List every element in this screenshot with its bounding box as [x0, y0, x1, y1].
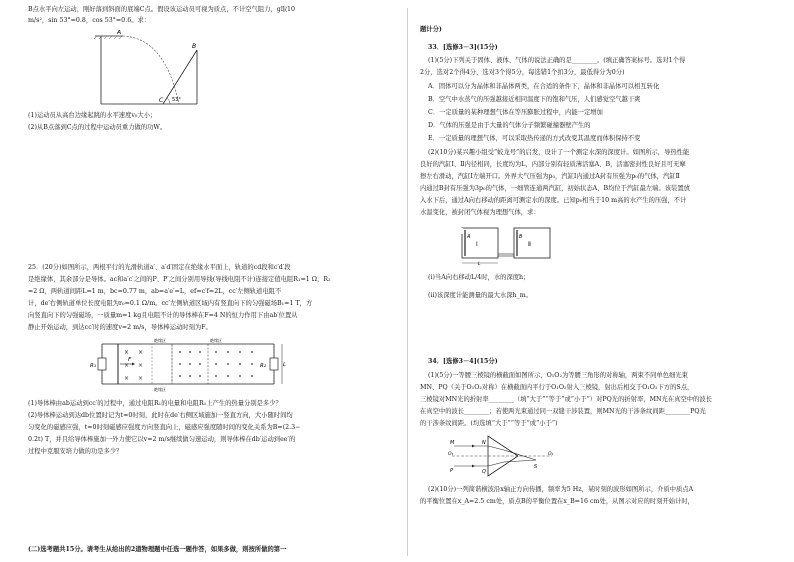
q25-sub2-line2: 匀变化的磁感应强，t=0时刻磁感应强度方向竖直向上，磁感应强度随时间的变化关系为B=(2.3−	[28, 424, 301, 431]
q25-sub2-line3: 0.2t) T，并且给导体棒施加一外力使它以v=2 m/s继续做匀速运动，则导体棒在db′运动到ee′的	[28, 436, 296, 443]
section-title-optional: (二)选考题共15分。请考生从给出的2道物理题中任选一题作答，如果多做，则按所做的第一	[28, 546, 287, 553]
q33-2-line1: (2)(10分)某兴趣小组受“蛟龙号”的启发，设计了一个测定水深的深度计。如图所示，导热性能	[428, 149, 690, 156]
q33-sub-ii: (ii)该深度计能测量的最大水深h_m。	[428, 292, 532, 299]
svg-text:×: ×	[138, 362, 144, 369]
q33-option-a: A．固体可以分为晶体和非晶体两类，在合适的条件下，晶体和非晶体可以相互转化	[428, 83, 660, 90]
q33-option-c: C．一定质量的某种理想气体在等压膨胀过程中，内能一定增加	[428, 109, 603, 116]
q24-label-b: B	[192, 43, 197, 50]
q34-label-n: N	[482, 440, 486, 446]
q24-sub2: (2)从B点落到C点的过程中运动员重力做的功W。	[28, 124, 167, 131]
q34-1-line2: MN、PQ（关于O₁O₂对称）在横截面内平行于O₁O₂射入三棱镜，射出后相交于O₁O₂下方的S点，	[420, 384, 694, 391]
q33-2-line6: 水温变化，被封闭气体视为理想气体，求：	[420, 209, 540, 216]
q25-label-insulator-top1: 绝缘区	[154, 338, 166, 343]
q25-sub2-line4: 过程中克服安培力做的功是多少？	[28, 448, 123, 455]
q25-label-l: L	[283, 362, 287, 368]
q24-sub1: (1)运动员从高台边缘起跳的水平速度v₀大小；	[28, 112, 157, 119]
column-divider	[407, 8, 408, 556]
q33-label-ii: Ⅱ	[528, 241, 531, 248]
q34-1-line3: 三棱镜对MN光的折射率________（填“大于”“等于”或“小于”）对PQ光的折射率，MN光在真空中的波长	[420, 396, 712, 403]
q25-label-r1: R₁	[90, 363, 97, 369]
q34-label-s: S	[534, 464, 538, 470]
q25-label-f: F	[128, 357, 132, 363]
section-title-cont: 题计分)	[420, 26, 442, 33]
q34-1-line5: 的干涉条纹间距。(均选填“大于”“等于”或“小于”)	[420, 420, 558, 427]
q33-option-e: E．一定质量的理想气体，可以采取热传递的方式改变其温度而体积保持不变	[428, 135, 641, 142]
q34-label-o1: O₁	[448, 452, 454, 457]
q25-line1: 25．(20分)如图所示，两根平行的光滑轨道a′、a′d′固定在绝缘水平面上，轨道的cd段和c′d′段	[28, 264, 291, 271]
q33-label-a: A	[467, 234, 471, 240]
q33-2-line3: 擦左右滑动，汽缸Ⅰ左端开口。外界大气压强为p₀，汽缸Ⅰ内通过A封有压强为p₀的气体，汽缸Ⅱ	[420, 173, 680, 180]
q24-label-c: C	[159, 97, 164, 104]
q34-1-line4: 在真空中的波长________；若使两光束通过同一双缝干涉装置，则MN光的干涉条纹间距________PQ光	[420, 408, 706, 415]
q33-title: 33．[选修3－3](15分)	[428, 44, 498, 51]
q25-figure-rails	[88, 336, 288, 394]
svg-text:×: ×	[138, 349, 144, 356]
q33-2-line5: 入水下后，通过A向右移动的距离可测定水的深度。已知p₀相当于10 m高的水产生的压强，不计	[420, 197, 687, 204]
q25-label-insulator-bottom: 绝缘区	[154, 387, 166, 392]
q33-figure-cylinders	[458, 222, 558, 266]
q33-label-l: L	[478, 262, 481, 266]
q34-label-q: Q	[482, 469, 486, 475]
q33-label-i: Ⅰ	[476, 241, 478, 248]
q25-sub2-line1: (2)导体棒运动到达db位置时记为t=0时刻，此时在de′右侧区域施加一竖直方向，大小随时间均	[28, 412, 293, 419]
q33-2-line2: 良好的汽缸Ⅰ、Ⅱ内径相同，长度均为L，内部分别有轻质薄活塞A、B，活塞密封性良好且可无摩	[420, 161, 686, 168]
q24-text-line2: m/s²，sin 53°=0.8，cos 53°=0.6。求：	[28, 17, 151, 24]
q25-label-insulator-top2: 绝缘区	[210, 338, 222, 343]
q33-1-line1: (1)(5分)下列关于固体、液体、气体的说法正确的是________。(填正确答案标号。选对1个得	[428, 57, 686, 64]
q34-1-line1: (1)(5分)一等腰三棱镜的横截面如图所示，O₁O₂为等腰三角形的对称轴，两束不同单色细光束	[428, 372, 688, 379]
q33-option-b: B．空气中水蒸气的压强越接近相同温度下的饱和气压，人们感觉空气越干爽	[428, 96, 641, 103]
q34-title: 34．[选修3－4](15分)	[428, 358, 498, 365]
q34-label-o2: O₂	[548, 452, 554, 457]
q25-line6: 静止开始运动，到达cc′时的速度v=2 m/s，导体棒运动时刻为F。	[28, 324, 212, 331]
q33-sub-i: (i)当A向右移动L/4时，水的深度h；	[428, 274, 530, 281]
svg-text:×: ×	[124, 375, 130, 382]
q34-label-p: P	[450, 468, 454, 474]
q24-label-a: A	[117, 30, 122, 36]
q25-label-r2: R₂	[260, 363, 267, 369]
svg-text:×: ×	[124, 362, 130, 369]
right-column	[420, 0, 780, 562]
q33-2-line4: 内通过B封有压强为3p₀的气体，一细管连通两汽缸，初始状态A、B均位于汽缸最左端。该装置放	[420, 185, 690, 192]
q33-label-b: B	[519, 234, 523, 240]
q24-text-line1: B点水平向左运动，刚好落到斜面的底端C点。假设该运动员可视为质点，不计空气阻力，g取10	[28, 6, 296, 13]
q33-option-d: D．气体的压强是由于大量的气体分子频繁碰撞器壁产生的	[428, 122, 591, 129]
q34-2-line1: (2)(10分)一列简谐横波沿x轴正方向传播，频率为5 Hz，某时刻的波形如图所示，介质中质点A	[428, 486, 694, 493]
q34-figure-prism	[448, 432, 558, 478]
q25-sub1: (1)导体棒由ab运动到cc′的过程中，通过电阻R₁的电量和电阻R₁上产生的热量分别是多少？	[28, 400, 282, 407]
svg-text:×: ×	[138, 375, 144, 382]
q24-figure-slope	[93, 30, 203, 108]
q25-line4: 计，de′右侧轨道单位长度电阻为r₀=0.1 Ω/m。cc′左侧轨道区域内有竖直向下的匀强磁场B₁=1 T，方	[28, 300, 313, 307]
q33-1-line2: 2分，选对2个得4分，选对3个得5分，每选错1个扣3分，最低得分为0分)	[420, 69, 625, 76]
q25-line5: 向竖直向下的匀强磁场，一质量m=1 kg且电阻不计的导体棒在F=4 N的恒力作用下由ab′位置从	[28, 312, 298, 319]
q25-line3: =2 Ω，两轨道间距L=1 m，bc=0.77 m，ab=a′e′=L，ef=c′f=2L，cc′左侧轨道电阻不	[28, 288, 282, 295]
q25-line2: 是绝缘体，其余部分是导体。ac和a′c′之间的P、P′之间分别用导线(导线电阻不计)连接定值电阻R₁=1 Ω，R₂	[28, 276, 331, 283]
q34-label-m: M	[450, 440, 455, 446]
q24-label-angle: 53°	[172, 97, 181, 103]
left-column	[28, 0, 388, 562]
svg-text:×: ×	[124, 349, 130, 356]
q34-2-line2: 的平衡位置在x_A=2.5 cm处，质点B的平衡位置在x_B=16 cm处，从图示对应的时刻开始计时，	[420, 498, 694, 505]
